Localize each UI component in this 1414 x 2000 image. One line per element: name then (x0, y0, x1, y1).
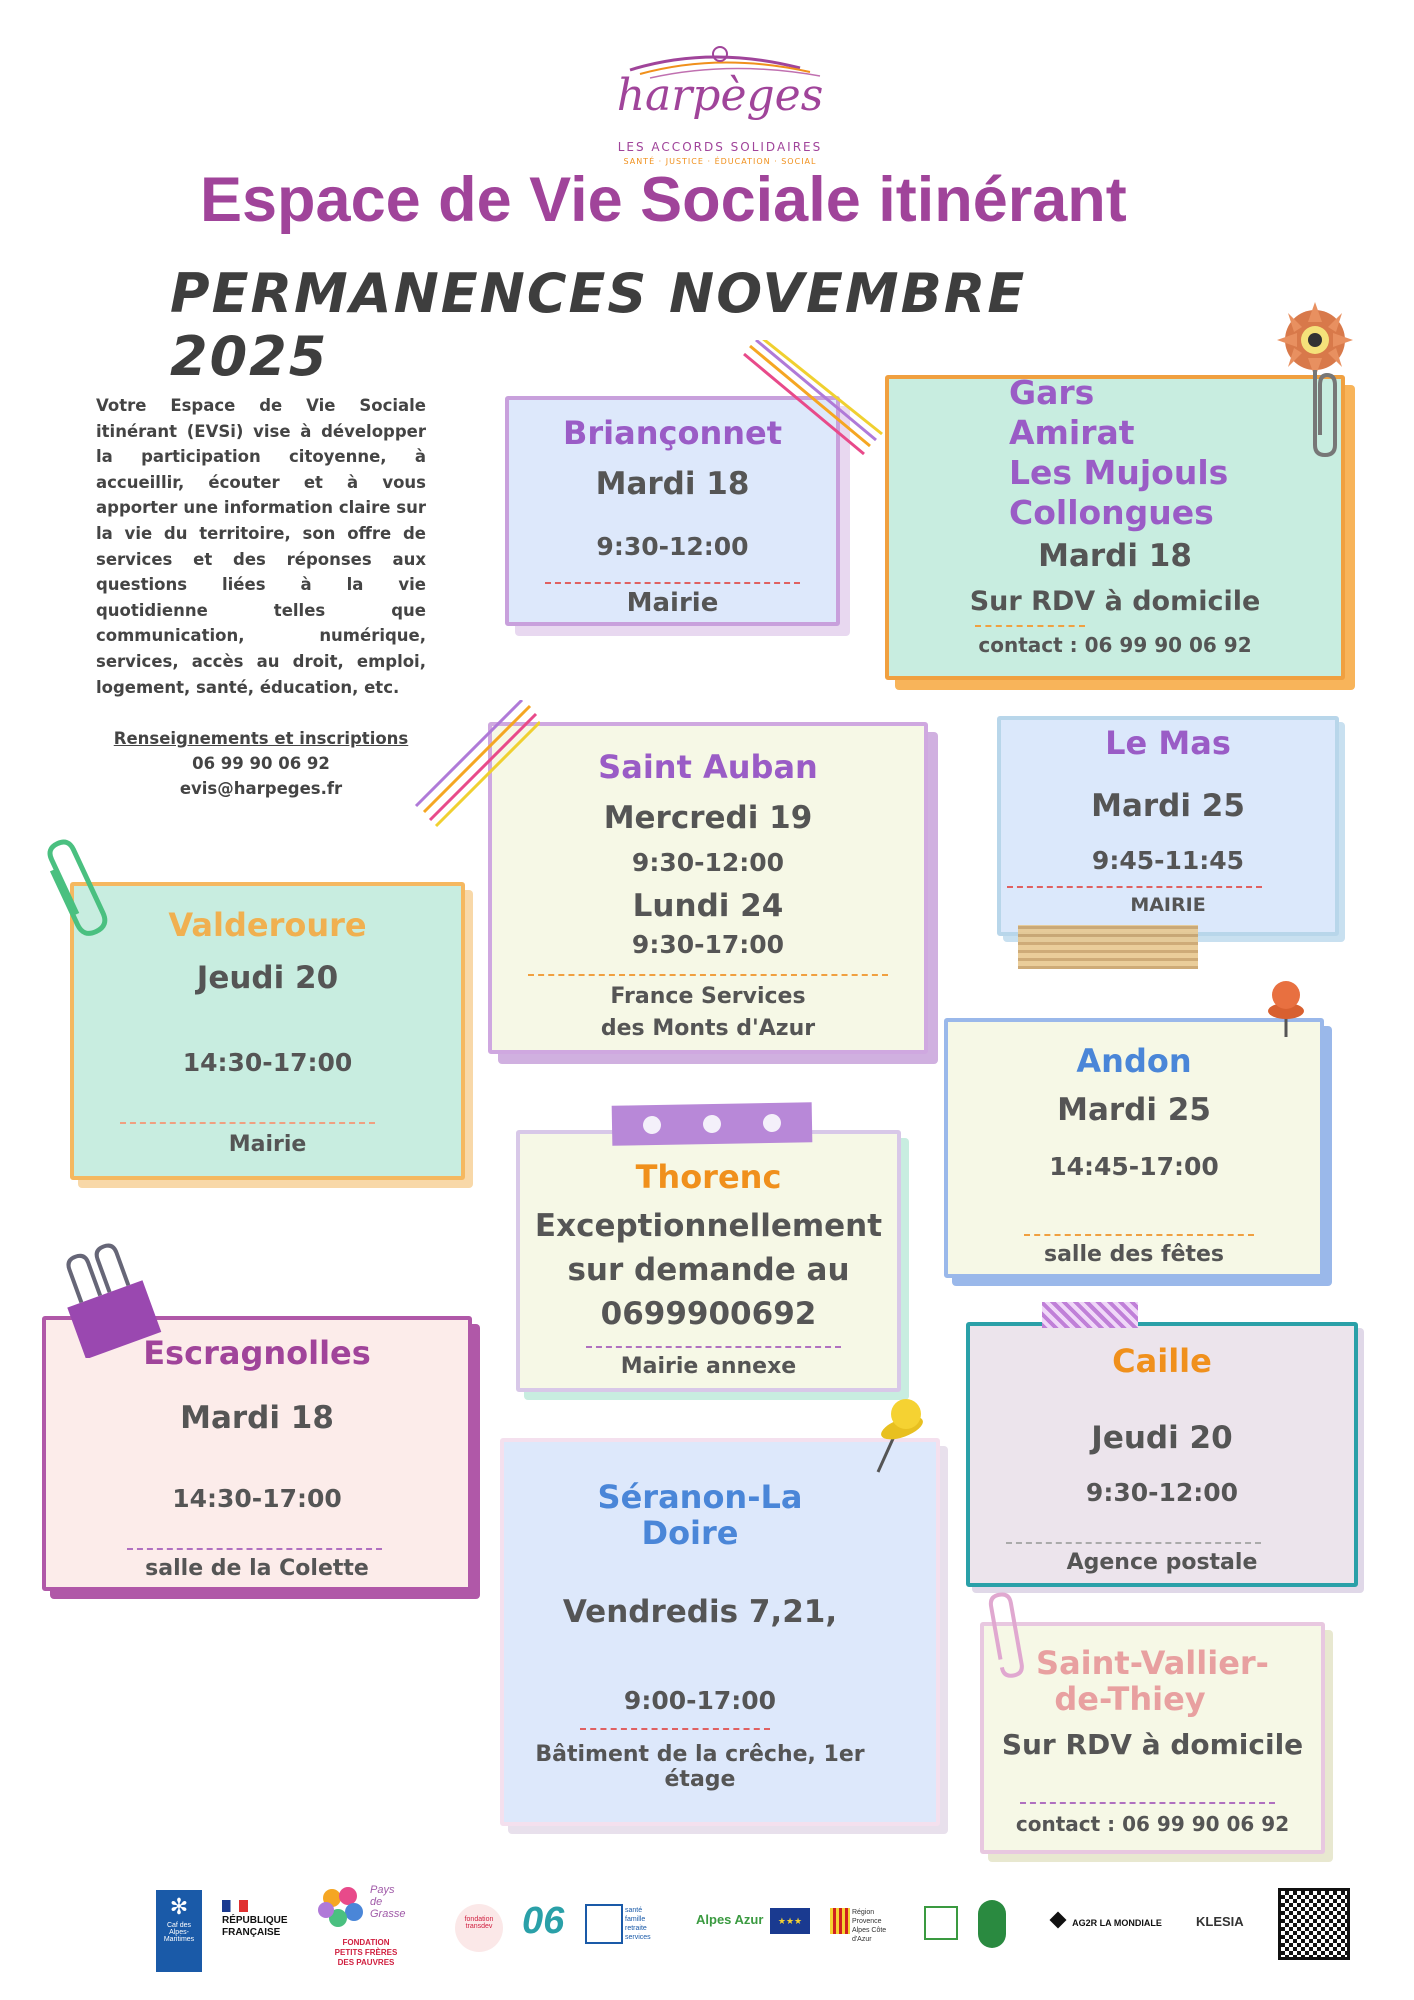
contact-email[interactable]: evis@harpeges.fr (179, 779, 343, 798)
region-label: Région Provence Alpes Côte d'Azur (851, 1909, 887, 1943)
divider (1024, 1234, 1254, 1236)
ppp-1: FONDATION (342, 1938, 390, 1947)
contact-heading: Renseignements et inscriptions (113, 729, 409, 748)
card-hours: 14:30-17:00 (182, 1048, 353, 1077)
card-name-3: Les Mujouls (1009, 453, 1229, 492)
divider (1007, 886, 1262, 888)
card-day: Mardi 18 (595, 466, 750, 502)
card-place: Mairie (228, 1132, 307, 1157)
msa-2: famille (625, 1916, 646, 1923)
card-name: Briançonnet (562, 414, 783, 452)
logo-klesia: KLESIA (1196, 1914, 1244, 1929)
card-place: salle des fêtes (1043, 1242, 1225, 1267)
flower-clip-icon (1270, 300, 1360, 460)
card-hours: 14:30-17:00 (172, 1484, 342, 1513)
card-name-1: Séranon-La (597, 1478, 803, 1516)
card-hours: 9:30-12:00 (1085, 1478, 1239, 1507)
ftrans-label: fondation transdev (464, 1916, 494, 1930)
brand-tagline: LES ACCORDS SOLIDAIRES (617, 140, 823, 154)
card-name-2: Amirat (1009, 413, 1135, 452)
card-hours-1: 9:30-12:00 (631, 848, 785, 877)
card-place: Mairie (626, 588, 719, 618)
logo-msa (585, 1904, 673, 1944)
grasse-flower-icon (318, 1884, 368, 1930)
divider (120, 1122, 375, 1124)
card-contact: contact : 06 99 90 06 92 (978, 633, 1252, 657)
footer-logos (0, 1880, 1414, 1990)
card-name-1: Gars (1009, 373, 1095, 412)
logo-departement-06: 06 (522, 1900, 565, 1942)
card-day: Mardi 18 (180, 1400, 334, 1436)
card-day: Vendredis 7,21, (562, 1594, 838, 1630)
card-name: Le Mas (1105, 724, 1231, 762)
card-name-1: Saint-Vallier- (1036, 1644, 1269, 1682)
card-mode: Sur RDV à domicile (1001, 1728, 1304, 1761)
card-day: Mardi 18 (1038, 538, 1192, 574)
contact-phone: 06 99 90 06 92 (192, 754, 330, 773)
sheep-pattern-icon (612, 1102, 813, 1145)
card-hours-2: 9:30-17:00 (631, 930, 785, 959)
card-name: Valderoure (168, 906, 367, 944)
card-name: Saint Auban (598, 748, 818, 786)
card-line-2: sur demande au (567, 1252, 850, 1288)
card-name-4: Collongues (1009, 493, 1214, 532)
card-name: Escragnolles (143, 1334, 371, 1372)
region-shield-icon (830, 1908, 850, 1934)
divider (975, 625, 1085, 627)
qr-code-icon[interactable] (1278, 1888, 1350, 1960)
logo-alpes-azur: Alpes Azur (696, 1912, 764, 1927)
card-hours: 9:30-12:00 (596, 532, 749, 561)
card-day: Jeudi 20 (1091, 1420, 1233, 1456)
card-place: Agence postale (1066, 1550, 1258, 1575)
card-contact: contact : 06 99 90 06 92 (1015, 1812, 1290, 1836)
card-caille (966, 1322, 1358, 1587)
card-hours: 9:45-11:45 (1091, 846, 1245, 875)
card-name-2: de-Thiey (1054, 1680, 1206, 1718)
paperclip-pink-icon (982, 1588, 1032, 1678)
intro-text: Votre Espace de Vie Sociale itinérant (EVSi) vise à développer la participation citoyenne, à accueillir, écouter et à vous apporter une information claire sur la vie du territoire, son offre de services et des réponses aux questions liées à la vie quotidienne telles que communication, numérique, services, accès au droit, emploi, logement, santé, éducation, etc. (96, 396, 426, 697)
logo-petits-freres (316, 1938, 416, 1968)
paperclip-green-icon (45, 830, 115, 940)
card-saintauban (488, 722, 928, 1054)
ppp-2: PETITS FRÈRES (334, 1948, 398, 1957)
brand-name: harpèges (616, 70, 824, 121)
card-place: salle de la Colette (145, 1556, 369, 1581)
card-mode: Sur RDV à domicile (969, 586, 1261, 617)
card-thorenc (516, 1130, 901, 1392)
card-day: Jeudi 20 (196, 960, 339, 996)
card-name: Thorenc (635, 1158, 782, 1196)
divider (528, 974, 888, 976)
grasse-1: Pays (370, 1884, 395, 1896)
divider (580, 1728, 770, 1730)
card-hours: 9:00-17:00 (623, 1686, 777, 1715)
card-valderoure (70, 882, 465, 1180)
contact-block (96, 726, 426, 801)
logo-parc (978, 1900, 1006, 1948)
logo-ag2r (1052, 1914, 1162, 1928)
page-title: Espace de Vie Sociale itinérant (200, 165, 1127, 235)
card-name: Andon (1076, 1042, 1192, 1080)
caf-star-icon: ✻ (169, 1894, 189, 1919)
brand-subtag: SANTÉ · JUSTICE · ÉDUCATION · SOCIAL (623, 157, 817, 166)
card-place: Bâtiment de la crêche, 1er étage (535, 1742, 865, 1792)
card-name: Caille (1112, 1342, 1212, 1380)
rf-line-1: RÉPUBLIQUE (222, 1915, 288, 1926)
divider (127, 1548, 382, 1550)
caf-label: Caf des Alpes-Maritimes (163, 1922, 195, 1943)
binder-clip-icon (50, 1238, 170, 1358)
washi-tape-purple (612, 1102, 813, 1145)
pushpin-red-icon (1258, 975, 1318, 1045)
logo-pays-de-grasse (318, 1884, 428, 1934)
ag2r-diamond-icon (1050, 1912, 1067, 1929)
card-line-1: Exceptionnellement (534, 1208, 883, 1244)
card-line-3: 0699900692 (600, 1296, 817, 1332)
msa-1: santé (625, 1907, 643, 1914)
card-place-2: des Monts d'Azur (600, 1016, 816, 1041)
page-subtitle: PERMANENCES NOVEMBRE 2025 (170, 262, 1027, 388)
divider (545, 582, 800, 584)
card-place: MAIRIE (1130, 894, 1206, 916)
card-place: Mairie annexe (620, 1354, 797, 1379)
logo-fondation-transdev (455, 1904, 503, 1952)
card-hours: 14:45-17:00 (1049, 1152, 1219, 1181)
logo-europe (770, 1908, 810, 1934)
washi-tape-rainbow (740, 340, 890, 460)
washi-tape-check (1018, 925, 1198, 969)
ppp-3: DES PAUVRES (337, 1958, 395, 1967)
msa-4: services (625, 1934, 651, 1941)
divider (1020, 1802, 1275, 1804)
logo-caf (156, 1890, 202, 1972)
rf-line-2: FRANÇAISE (222, 1927, 281, 1938)
washi-tape-gingham (1042, 1302, 1138, 1328)
divider (586, 1346, 841, 1348)
ag2r-label: AG2R LA MONDIALE (1072, 1918, 1162, 1928)
card-day-2: Lundi 24 (632, 888, 784, 924)
logo-region (830, 1908, 905, 1944)
msa-box-icon (585, 1904, 623, 1944)
logo-leader (924, 1906, 958, 1940)
card-name-2: Doire (641, 1514, 739, 1552)
brand-logo (590, 40, 850, 170)
card-day-1: Mercredi 19 (603, 800, 813, 836)
logo-republique (222, 1900, 292, 1939)
card-day: Mardi 25 (1057, 1092, 1211, 1128)
flag-icon (222, 1900, 248, 1912)
card-day: Mardi 25 (1091, 788, 1245, 824)
grasse-3: Grasse (370, 1908, 406, 1920)
washi-tape-rainbow-2 (410, 700, 540, 830)
eu-stars-icon: ★★★ (777, 1916, 803, 1926)
pushpin-yellow-icon (866, 1392, 936, 1482)
card-place-1: France Services (610, 984, 806, 1009)
card-seranon (500, 1438, 940, 1826)
divider (1006, 1542, 1261, 1544)
card-lemas (997, 716, 1339, 936)
msa-3: retraite (625, 1925, 647, 1932)
card-andon (944, 1018, 1324, 1278)
grasse-2: de (370, 1896, 383, 1908)
